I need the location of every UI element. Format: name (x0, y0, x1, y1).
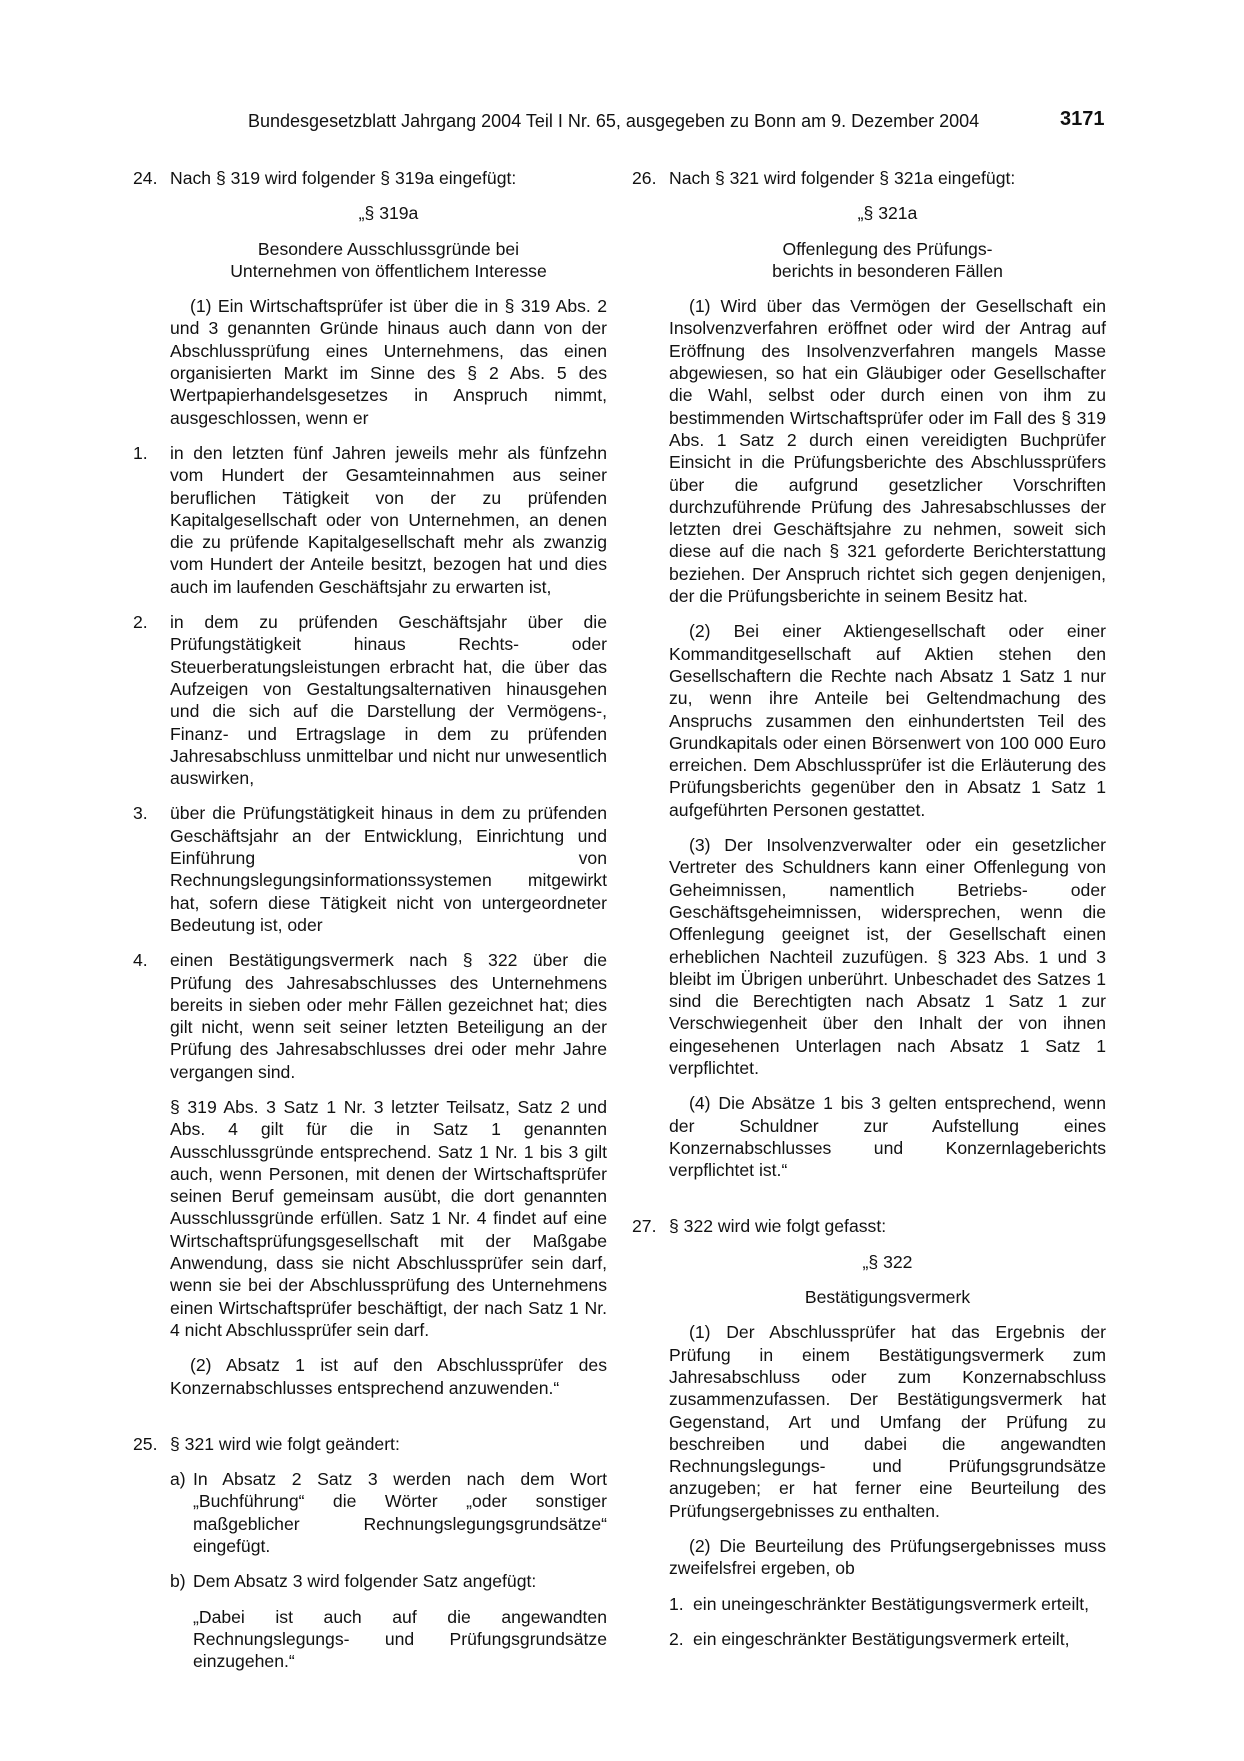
page-header (0, 110, 1244, 136)
quote-text: „Dabei ist auch auf die angewandten Rechnungslegungs- und Prüfungsgrundsätze einzugehen.“ (193, 1606, 607, 1672)
list-number: 4. (133, 950, 148, 971)
item-intro: Nach § 319 wird folgender § 319a eingefügt: (170, 168, 517, 188)
section-title: „§ 322 (862, 1251, 913, 1272)
left-column (133, 167, 607, 1673)
item-intro: § 322 wird wie folgt gefasst: (669, 1216, 887, 1237)
section-heading: Bestätigungsvermerk (804, 1287, 971, 1308)
page-number: 3171 (1060, 108, 1105, 130)
item-intro: Nach § 321 wird folgender § 321a eingefügt: (669, 168, 1016, 188)
list-item (632, 1593, 1106, 1615)
section-heading-line1: Offenlegung des Prüfungs- (782, 238, 993, 259)
paragraph: (4) Die Absätze 1 bis 3 gelten entsprechend, wenn der Schuldner zur Aufstellung eines Konzernabschlusses und Konzernlageberichts verpflichtet ist.“ (669, 1093, 1106, 1181)
gazette-title: Bundesgesetzblatt Jahrgang 2004 Teil I Nr. 65, ausgegeben zu Bonn am 9. Dezember 2004 (248, 111, 980, 131)
right-column (632, 167, 1106, 1650)
item-number: 24. (133, 168, 158, 188)
sub-item-letter: b) (170, 1571, 186, 1592)
paragraph: (2) Bei einer Aktiengesellschaft oder einer Kommanditgesellschaft auf Aktien stehen den Gesellschaftern die Rechte nach Absatz 1 Satz 1 nur zu, wenn ihre Anteile bei Geltendmachung des Anspruchs zusammen den einhundertsten Teil des Grundkapitals oder einen Börsenwert von 100 000 Euro erreichen. Dem Abschlussprüfer ist die Erläuterung des Prüfungsberichts gegenüber den in Absatz 1 Satz 1 aufgeführten Personen gestattet. (669, 621, 1106, 820)
paragraph: (3) Der Insolvenzverwalter oder ein gesetzlicher Vertreter des Schuldners kann einer Offenlegung von Geheimnissen, namentlich Betriebs- oder Geschäftsgeheimnissen, widersprechen, wenn die Offenlegung geeignet ist, der Gesellschaft einen erheblichen Nachteil zuzufügen. § 323 Abs. 1 und 3 bleibt im Übrigen unberührt. Unbeschadet des Satzes 1 sind die Berechtigten nach Absatz 1 Satz 1 zur Verschwiegenheit über den Inhalt der von ihnen eingesehenen Unterlagen nach Absatz 1 Satz 1 verpflichtet. (669, 835, 1106, 1078)
list-item (133, 949, 607, 1083)
paragraph: § 319 Abs. 3 Satz 1 Nr. 3 letzter Teilsatz, Satz 2 und Abs. 4 gilt für die in Satz 1 genannten Ausschlussgründe entsprechend. Satz 1 Nr. 1 bis 3 gilt auch, wenn Personen, mit denen der Wirtschaftsprüfer seinen Beruf gemeinsam ausübt, die dort genannten Ausschlussgründe erfüllen. Satz 1 Nr. 4 findet auf eine Wirtschaftsprüfungsgesellschaft mit der Maßgabe Anwendung, dass sie nicht Abschlussprüfer sein darf, wenn sie bei der Abschlussprüfung des Unternehmens einen Wirtschaftsprüfer beschäftigt, der nach Satz 1 Nr. 4 nicht Abschlussprüfer sein darf. (170, 1096, 607, 1340)
list-number: 2. (133, 612, 148, 633)
sub-item-text: Dem Absatz 3 wird folgender Satz angefügt: (193, 1571, 537, 1592)
item-25 (133, 1433, 607, 1455)
list-item (133, 802, 607, 936)
list-text: über die Prüfungstätigkeit hinaus in dem zu prüfenden Geschäftsjahr an der Entwicklung, Einrichtung und Einführung von Rechnungslegungsinformationssystemen mitgewirkt hat, sofern diese Tätigkeit nicht von untergeordneter Bedeutung ist, oder (170, 803, 607, 935)
section-heading-line2: berichts in besonderen Fällen (772, 260, 1003, 281)
paragraph: (1) Ein Wirtschaftsprüfer ist über die in § 319 Abs. 2 und 3 genannten Gründe hinaus auch dann von der Abschlussprüfung eines Unternehmens, das einen organisierten Markt im Sinne des § 2 Abs. 5 des Wertpapierhandelsgesetzes in Anspruch nimmt, ausgeschlossen, wenn er (170, 296, 607, 428)
paragraph: (2) Die Beurteilung des Prüfungsergebnisses muss zweifelsfrei ergeben, ob (669, 1536, 1106, 1579)
item-number: 25. (133, 1433, 158, 1454)
list-number: 1. (669, 1593, 684, 1614)
list-number: 2. (669, 1628, 684, 1649)
paragraph: (1) Der Abschlussprüfer hat das Ergebnis der Prüfung in einem Bestätigungsvermerk zum Jahresabschluss oder zum Konzernabschluss zusammenzufassen. Der Bestätigungsvermerk hat Gegenstand, Art und Umfang der Prüfung zu beschreiben und dabei die angewandten Rechnungslegungs- und Prüfungsgrundsätze anzugeben; er hat ferner eine Beurteilung des Prüfungsergebnisses zu enthalten. (669, 1322, 1106, 1521)
list-item (133, 442, 607, 598)
list-item (133, 611, 607, 789)
list-number: 1. (133, 442, 148, 463)
sub-item-letter: a) (170, 1469, 186, 1490)
item-number: 27. (632, 1216, 657, 1237)
list-text: ein uneingeschränkter Bestätigungsvermerk erteilt, (693, 1593, 1090, 1614)
section-heading-line2: Unternehmen von öffentlichem Interesse (230, 260, 547, 281)
item-number: 26. (632, 168, 657, 188)
item-27 (632, 1215, 1106, 1579)
section-heading-line1: Besondere Ausschlussgründe bei (257, 238, 520, 259)
list-text: einen Bestätigungsvermerk nach § 322 über die Prüfung des Jahresabschlusses des Unternehmens bereits in sieben oder mehr Fällen gezeichnet hat; dies gilt nicht, wenn seit seiner letzten Beteiligung an der Prüfung des Jahresabschlusses drei oder mehr Jahre vergangen sind. (170, 950, 607, 1082)
item-24 (133, 167, 607, 429)
section-title: „§ 321a (857, 203, 918, 224)
item-26 (632, 167, 1106, 1181)
list-text: in den letzten fünf Jahren jeweils mehr als fünfzehn vom Hundert der Gesamteinnahmen aus seiner beruflichen Tätigkeit von der zu prüfenden Kapitalgesellschaft oder von Unternehmen, an denen die zu prüfende Kapitalgesellschaft mehr als zwanzig vom Hundert der Anteile besitzt, bezogen hat und dies auch im laufenden Geschäftsjahr zu erwarten ist, (170, 442, 607, 597)
list-text: in dem zu prüfenden Geschäftsjahr über die Prüfungstätigkeit hinaus Rechts- oder Steuerberatungsleistungen erbracht hat, die über das Aufzeigen von Gestaltungsalternativen hinausgehen und die sich auf die Darstellung der Vermögens-, Finanz- und Ertragslage in dem zu prüfenden Jahresabschluss unmittelbar und nicht nur unwesentlich auswirken, (170, 612, 607, 789)
section-title: „§ 319a (358, 203, 419, 224)
paragraph: (1) Wird über das Vermögen der Gesellschaft ein Insolvenzverfahren eröffnet oder wird der Antrag auf Eröffnung des Insolvenzverfahren mangels Masse abgewiesen, so hat ein Gläubiger oder Gesellschafter die Wahl, selbst oder durch einen von ihm zu bestimmenden Wirtschaftsprüfer oder im Fall des § 319 Abs. 1 Satz 2 durch einen vereidigten Buchprüfer Einsicht in die Prüfungsberichte des Abschlussprüfers über die aufgrund gesetzlicher Vorschriften durchzuführende Prüfung des Jahresabschlusses der letzten drei Geschäftsjahre zu nehmen, soweit sich diese auf die nach § 321 geforderte Berichterstattung beziehen. Der Anspruch richtet sich gegen denjenigen, der die Prüfungsberichte in seinem Besitz hat. (669, 296, 1106, 607)
sub-item-a (133, 1468, 607, 1557)
list-text: ein eingeschränkter Bestätigungsvermerk erteilt, (693, 1628, 1070, 1649)
list-item (632, 1628, 1106, 1650)
sub-item-text: In Absatz 2 Satz 3 werden nach dem Wort „Buchführung“ die Wörter „oder sonstiger maßgeblicher Rechnungslegungsgrundsätze“ eingefügt. (193, 1469, 607, 1557)
sub-item-b (133, 1570, 607, 1672)
item-intro: § 321 wird wie folgt geändert: (170, 1433, 400, 1454)
list-number: 3. (133, 803, 148, 824)
paragraph: (2) Absatz 1 ist auf den Abschlussprüfer des Konzernabschlusses entsprechend anzuwenden.“ (170, 1355, 607, 1398)
